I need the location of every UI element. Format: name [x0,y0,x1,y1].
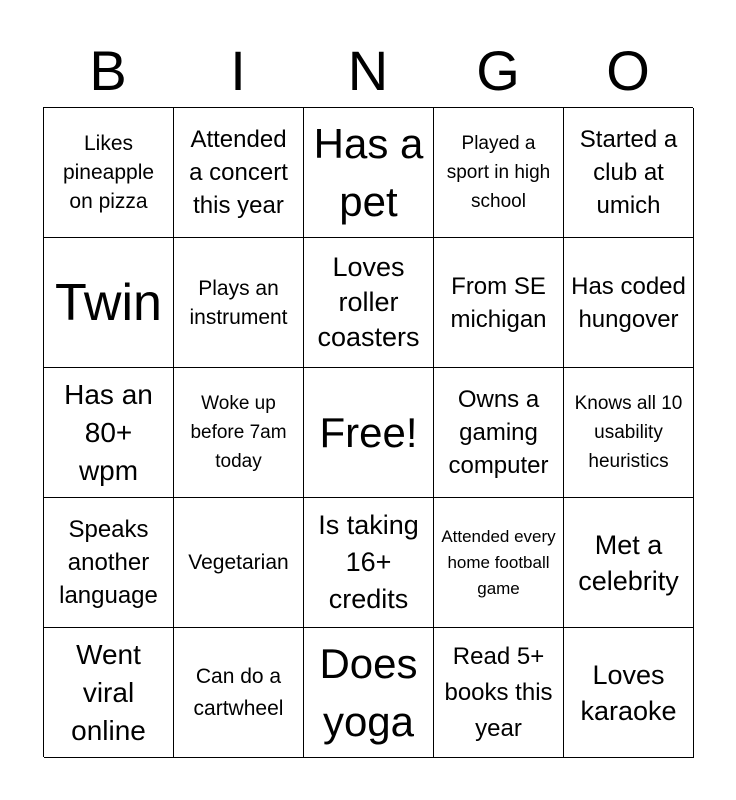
cell-text: Owns a gaming computer [448,386,549,479]
cell-text: Loves karaoke [580,659,677,726]
cell-text: Has coded hungover [571,272,686,333]
bingo-cell[interactable] [434,368,564,498]
bingo-cell[interactable] [174,628,304,758]
bingo-cell[interactable] [44,498,174,628]
bingo-cell[interactable] [304,238,434,368]
bingo-cell[interactable] [564,628,694,758]
bingo-cell[interactable] [44,238,174,368]
bingo-cell[interactable] [44,368,174,498]
cell-text: Plays an instrument [189,276,288,329]
cell-text: Does yoga [319,639,418,745]
bingo-cell[interactable] [434,238,564,368]
cell-text: Attended a concert this year [189,126,288,219]
bingo-cell[interactable] [434,498,564,628]
cell-text: Attended every home football game [441,526,556,598]
header-letter-i: I [230,39,246,102]
cell-text: Likes pineapple on pizza [62,132,155,213]
bingo-cell[interactable] [434,628,564,758]
cell-text: Has an 80+ wpm [64,378,153,486]
cell-text: Knows all 10 usability heuristics [574,393,683,472]
header-letter-n: N [347,39,389,102]
bingo-cell[interactable] [174,368,304,498]
cell-text: Went viral online [71,638,146,746]
header-letter-g: G [476,39,520,102]
cell-text: Loves roller coasters [317,252,420,352]
bingo-cell[interactable] [304,628,434,758]
bingo-cell[interactable] [44,108,174,238]
cell-text: Twin [55,273,162,332]
bingo-cell[interactable] [174,238,304,368]
cell-text: Woke up before 7am today [190,393,287,472]
cell-text: Started a club at umich [579,126,678,219]
bingo-grid [43,107,693,757]
bingo-cell[interactable] [174,108,304,238]
cell-text: Met a celebrity [578,529,679,596]
bingo-cell[interactable] [564,498,694,628]
cell-text: Speaks another language [59,516,158,609]
header-letter-b: B [89,39,127,102]
cell-text: Can do a cartwheel [193,664,284,720]
cell-text: Read 5+ books this year [444,642,553,742]
cell-text: Has a pet [313,119,424,225]
header-letter-o: O [606,39,650,102]
bingo-cell[interactable] [564,238,694,368]
cell-text: From SE michigan [450,272,547,333]
bingo-cell[interactable] [174,498,304,628]
cell-text: Played a sport in high school [446,133,551,212]
bingo-cell[interactable] [564,368,694,498]
cell-text: Vegetarian [188,551,289,574]
bingo-cell[interactable] [304,498,434,628]
bingo-cell[interactable] [434,108,564,238]
bingo-header [43,36,693,106]
cell-text: Is taking 16+ credits [318,510,419,614]
bingo-cell[interactable] [304,108,434,238]
bingo-cell[interactable] [304,368,434,498]
bingo-cell[interactable] [564,108,694,238]
cell-text: Free! [319,408,418,456]
bingo-cell[interactable] [44,628,174,758]
